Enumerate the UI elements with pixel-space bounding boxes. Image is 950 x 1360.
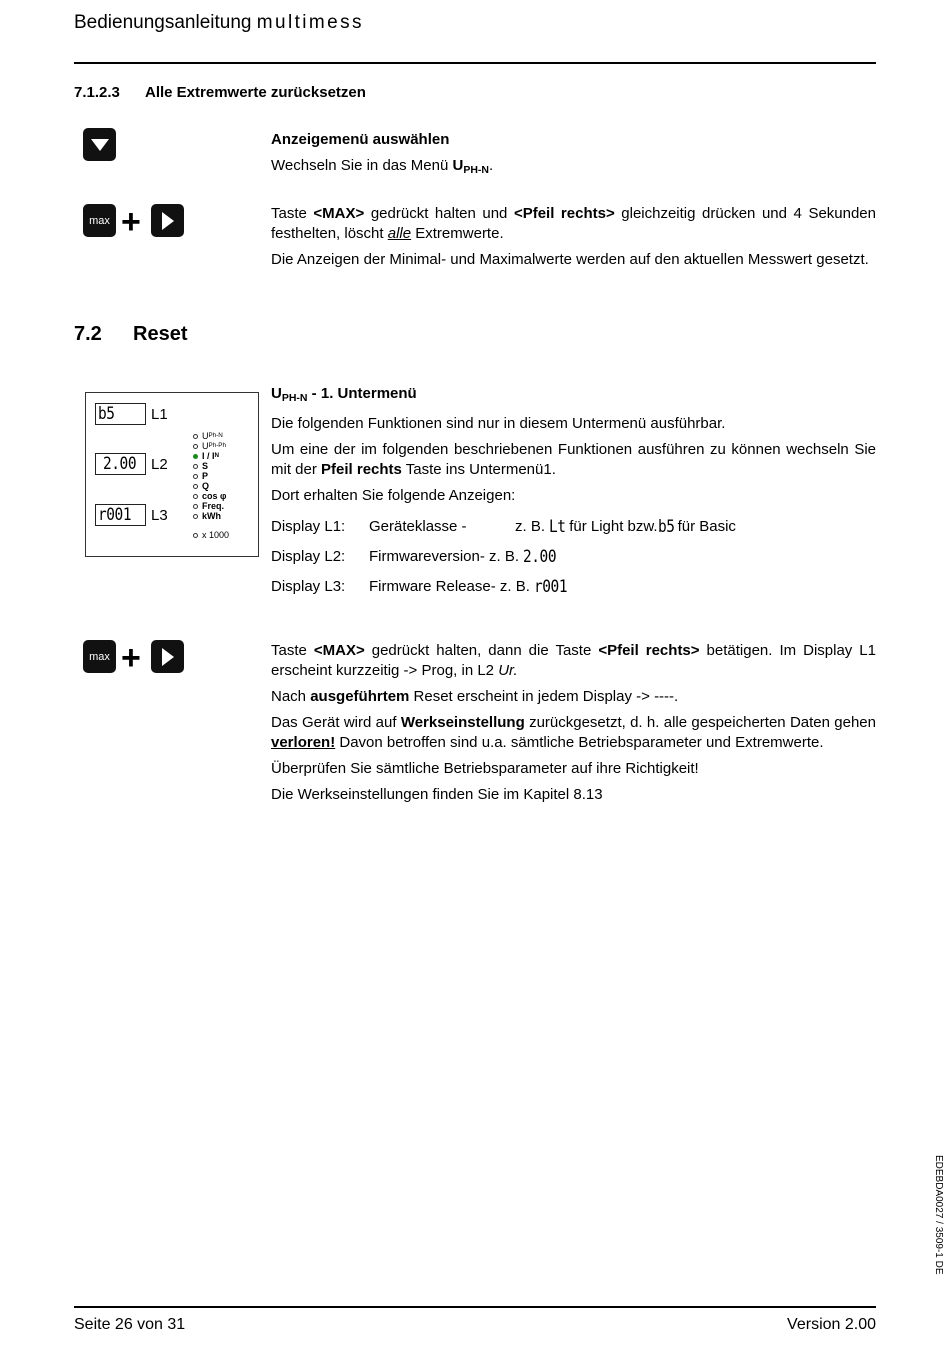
led-label: U — [202, 431, 209, 441]
reset-p1-c: gedrückt halten, dann die Taste — [364, 642, 599, 659]
header-title-product: multimess — [256, 12, 364, 33]
reset-p1-ur: Ur. — [498, 662, 518, 679]
submenu-p3: Dort erhalten Sie folgende Anzeigen: — [271, 487, 516, 504]
display-row-end: für Basic — [677, 518, 736, 535]
document-code: EDEBDA0027 / 3509-1 DE — [933, 1155, 944, 1275]
led-dot-icon — [193, 484, 198, 489]
led-label: kWh — [202, 511, 221, 521]
reset-p5: Die Werkseinstellungen finden Sie im Kapitel 8.13 — [271, 786, 603, 803]
step2-p1-a: Taste — [271, 205, 314, 222]
reset-p1 — [271, 641, 876, 681]
led-dot-icon — [193, 514, 198, 519]
led-dot-icon — [193, 474, 198, 479]
reset-p3 — [271, 713, 876, 753]
step1-heading: Anzeigemenü auswählen — [271, 131, 450, 148]
device-display-panel — [85, 392, 259, 557]
step1-text — [271, 156, 876, 180]
led-sub: Ph-Ph — [208, 442, 227, 449]
display-row-desc: Firmware Release- — [369, 578, 496, 595]
reset-p3-e: Davon betroffen sind u.a. sämtliche Betriebsparameter und Extremwerte. — [335, 734, 824, 751]
submenu-p2-a: Um eine der im folgenden beschriebenen Funktionen ausführen zu können wechseln Sie mit der — [271, 441, 876, 478]
display-row-l1 — [271, 512, 876, 542]
reset-p1-a: Taste — [271, 642, 314, 659]
led-sub: Ph-N — [208, 432, 223, 439]
lcd-l3-label: L3 — [151, 507, 168, 524]
display-row-example: z. B. — [515, 518, 546, 535]
step2-p1-c: gedrückt halten und — [364, 205, 514, 222]
reset-p3-d: verloren! — [271, 734, 336, 751]
reset-p2-a: Nach — [271, 688, 311, 705]
step2-p1-arrow: <Pfeil rechts> — [513, 205, 615, 222]
display-row-label: Display L1: — [271, 518, 346, 535]
step1-menu — [453, 157, 490, 174]
lcd-l1 — [95, 403, 146, 425]
led-label: Q — [202, 481, 210, 491]
step2-paragraph-2: Die Anzeigen der Minimal- und Maximalwerte werden auf den aktuellen Messwert gesetzt. — [271, 251, 869, 268]
led-indicator-list — [193, 431, 229, 540]
document-header-title — [74, 12, 364, 34]
plus-icon-2: + — [121, 639, 141, 677]
led-s — [193, 461, 229, 471]
led-label: I / I — [202, 451, 215, 461]
led-dot-icon — [193, 434, 198, 439]
submenu-heading — [271, 384, 876, 408]
max-key-label: max — [89, 650, 110, 663]
led-label: U — [202, 441, 209, 451]
header-rule — [74, 62, 876, 64]
plus-icon: + — [121, 203, 141, 241]
footer-rule — [74, 1306, 876, 1308]
step2-p1-g: Extremwerte. — [411, 225, 504, 242]
lcd-l3 — [95, 504, 146, 526]
reset-p2 — [271, 687, 876, 707]
led-uphn — [193, 431, 229, 441]
submenu-heading-rest: - 1. Untermenü — [307, 385, 417, 402]
led-sub: N — [214, 452, 220, 459]
display-row-desc: Firmwareversion- — [369, 548, 485, 565]
reset-p1-e: betätigen. Im Display L1 erscheint kurzzeitig -> Prog, in L2 — [271, 642, 876, 679]
reset-p3-b: Werkseinstellung — [400, 714, 525, 731]
footer-version: Version 2.00 — [787, 1316, 876, 1333]
lcd-l2 — [95, 453, 146, 475]
led-label: P — [202, 471, 209, 481]
led-dot-icon — [193, 464, 198, 469]
header-title-prefix: Bedienungsanleitung — [74, 12, 257, 33]
step1-text-pre: Wechseln Sie in das Menü — [271, 157, 453, 174]
arrow-right-key-icon-2 — [151, 640, 184, 673]
arrow-right-key-icon — [151, 204, 184, 237]
display-row-example: z. B. — [499, 578, 530, 595]
submenu-p2 — [271, 440, 876, 480]
step1-text-post: . — [489, 157, 494, 174]
led-current — [193, 451, 229, 461]
led-q — [193, 481, 229, 491]
submenu-heading-sub: PH-N — [281, 392, 308, 404]
display-row-mid: für Light bzw. — [569, 518, 658, 535]
step1-block — [271, 130, 876, 186]
led-dot-on-icon — [193, 454, 198, 459]
display-row-label: Display L2: — [271, 548, 346, 565]
led-label: Freq. — [202, 501, 225, 511]
step1-menu-sub: PH-N — [463, 164, 490, 176]
led-kwh — [193, 511, 229, 521]
reset-p2-c: Reset erscheint in jedem Display -> ----. — [409, 688, 679, 705]
max-key-label: max — [89, 214, 110, 227]
lcd-l2-value: 2.00 — [103, 454, 137, 474]
display-row-label: Display L3: — [271, 578, 346, 595]
led-uphph — [193, 441, 229, 451]
led-p — [193, 471, 229, 481]
section-title-72: Reset — [133, 323, 188, 345]
lcd-l2-label: L2 — [151, 456, 168, 473]
led-label: S — [202, 461, 209, 471]
max-key-icon-2 — [83, 640, 116, 673]
step2-p1-max: <MAX> — [313, 205, 365, 222]
lcd-l3-value: r001 — [98, 505, 132, 525]
display-row-seg2: b5 — [657, 517, 675, 537]
display-row-l2 — [271, 542, 876, 572]
arrow-down-key-icon — [83, 128, 116, 161]
lcd-l1-value: b5 — [98, 404, 115, 424]
led-dot-icon — [193, 533, 198, 538]
reset-p2-b: ausgeführtem — [310, 688, 410, 705]
display-row-desc: Geräteklasse - — [369, 518, 467, 535]
led-x1000 — [193, 530, 229, 540]
led-cosphi — [193, 491, 229, 501]
section-number-72: 7.2 — [74, 323, 102, 345]
display-row-seg: Lt — [549, 517, 566, 537]
reset-p1-max: <MAX> — [313, 642, 365, 659]
display-row-seg: r001 — [534, 577, 568, 597]
reset-p3-a: Das Gerät wird auf — [271, 714, 401, 731]
led-label: x 1000 — [202, 530, 230, 540]
led-dot-icon — [193, 444, 198, 449]
footer-page-number: Seite 26 von 31 — [74, 1316, 186, 1333]
step2-p1-e: gleichzeitig drücken und 4 Sekunden festhelten, löscht — [271, 205, 876, 242]
lcd-l1-label: L1 — [151, 406, 168, 423]
step2-block — [271, 204, 876, 276]
submenu-p2-c: Taste ins Untermenü1. — [401, 461, 556, 478]
step2-p1-alle: alle — [387, 225, 412, 242]
led-dot-icon — [193, 504, 198, 509]
led-label: cos φ — [202, 491, 227, 501]
step1-menu-u: U — [452, 157, 464, 174]
submenu-p1: Die folgenden Funktionen sind nur in diesem Untermenü ausführbar. — [271, 415, 726, 432]
step2-paragraph-1 — [271, 204, 876, 244]
submenu-block — [271, 384, 876, 602]
submenu-heading-u: U — [271, 385, 282, 402]
led-dot-icon — [193, 494, 198, 499]
submenu-p2-b: Pfeil rechts — [321, 461, 402, 478]
reset-block — [271, 641, 876, 811]
display-row-l3 — [271, 572, 876, 602]
section-title-7123: Alle Extremwerte zurücksetzen — [145, 84, 366, 101]
led-freq — [193, 501, 229, 511]
section-number-7123: 7.1.2.3 — [74, 84, 120, 101]
display-row-seg: 2.00 — [523, 547, 557, 567]
reset-p4: Überprüfen Sie sämtliche Betriebsparameter auf ihre Richtigkeit! — [271, 760, 699, 777]
display-row-example: z. B. — [489, 548, 520, 565]
reset-p1-arrow: <Pfeil rechts> — [598, 642, 700, 659]
reset-p3-c: zurückgesetzt, d. h. alle gespeicherten Daten gehen — [524, 714, 876, 731]
max-key-icon — [83, 204, 116, 237]
